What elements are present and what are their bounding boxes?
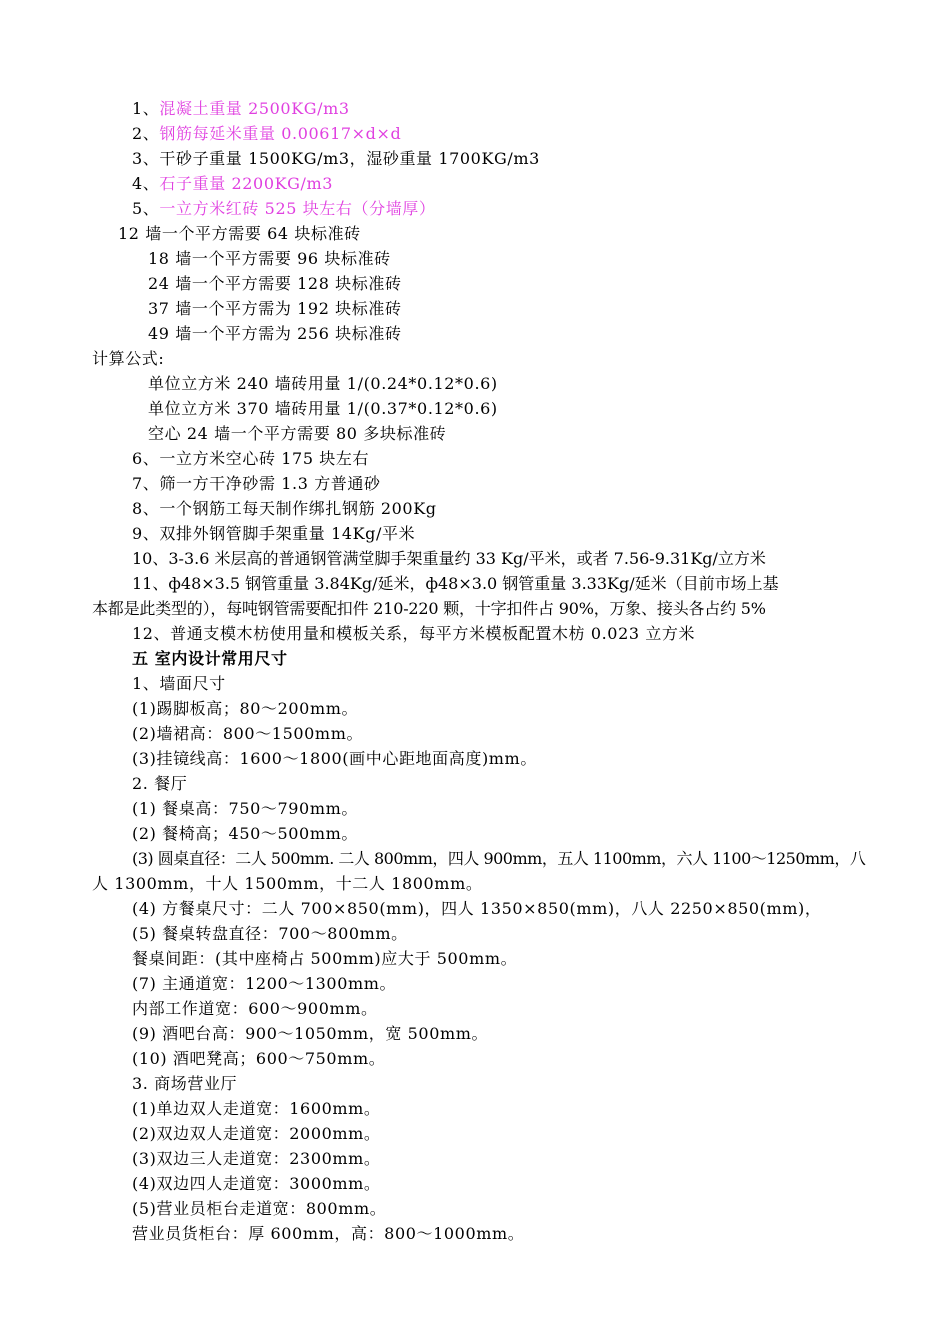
round-table-diameter-continued: 人 1300mm，十人 1500mm，十二人 1800mm。 <box>92 874 483 893</box>
wall-dado: (2)墙裙高：800～1500mm。 <box>132 724 364 743</box>
item-stone-weight <box>132 172 333 196</box>
wall-picture-rail: (3)挂镜线高：1600～1800(画中心距地面高度)mm。 <box>132 749 537 768</box>
square-table-size: (4) 方餐桌尺寸：二人 700×850(mm)，四人 1350×850(mm)，八人 2250×850(mm)， <box>132 899 822 918</box>
formula-240: 单位立方米 240 墙砖用量 1/(0.24*0.12*0.6) <box>148 374 498 393</box>
dining-chair-height: (2) 餐椅高；450～500mm。 <box>132 824 358 843</box>
item-number: 4、 <box>132 174 160 193</box>
wall-12-line: 12 墙一个平方需要 64 块标准砖 <box>118 224 361 243</box>
double-side-two-person-aisle: (2)双边双人走道宽：2000mm。 <box>132 1124 381 1143</box>
item-sand-weight: 3、干砂子重量 1500KG/m3，湿砂重量 1700KG/m3 <box>132 149 540 168</box>
item-steel-pipe: 11、ф48×3.5 钢管重量 3.84Kg/延米，ф48×3.0 钢管重量 3.33Kg/延米（目前市场上基 <box>132 574 779 593</box>
item-hollow-brick: 6、一立方米空心砖 175 块左右 <box>132 449 370 468</box>
wall-18-line: 18 墙一个平方需要 96 块标准砖 <box>148 249 391 268</box>
subsection-store: 3. 商场营业厅 <box>132 1074 238 1093</box>
highlighted-text: 石子重量 2200KG/m3 <box>159 174 334 193</box>
highlighted-text: 一立方米红砖 525 块左右（分墙厚） <box>159 199 436 218</box>
turntable-diameter: (5) 餐桌转盘直径：700～800mm。 <box>132 924 408 943</box>
wall-skirting: (1)踢脚板高；80～200mm。 <box>132 699 359 718</box>
formula-heading: 计算公式: <box>92 349 165 368</box>
main-aisle-width: (7) 主通道宽：1200～1300mm。 <box>132 974 397 993</box>
double-side-four-person-aisle: (4)双边四人走道宽：3000mm。 <box>132 1174 381 1193</box>
clerk-counter-aisle: (5)营业员柜台走道宽：800mm。 <box>132 1199 387 1218</box>
item-concrete-weight <box>132 97 350 121</box>
formula-370: 单位立方米 370 墙砖用量 1/(0.37*0.12*0.6) <box>148 399 498 418</box>
table-spacing: 餐桌间距：(其中座椅占 500mm)应大于 500mm。 <box>132 949 518 968</box>
item-formwork-timber: 12、普通支模木枋使用量和模板关系，每平方米模板配置木枋 0.023 立方米 <box>132 624 696 643</box>
item-full-scaffold: 10、3-3.6 米层高的普通钢管满堂脚手架重量约 33 Kg/平米，或者 7.56-9.31Kg/立方米 <box>132 549 766 568</box>
bar-counter-height: (9) 酒吧台高：900～1050mm，宽 500mm。 <box>132 1024 489 1043</box>
item-rebar-worker: 8、一个钢筋工每天制作绑扎钢筋 200Kg <box>132 499 437 518</box>
bar-stool-height: (10) 酒吧凳高；600～750mm。 <box>132 1049 386 1068</box>
wall-24-line: 24 墙一个平方需要 128 块标准砖 <box>148 274 402 293</box>
item-number: 1、 <box>132 99 160 118</box>
work-aisle-width: 内部工作道宽：600～900mm。 <box>132 999 378 1018</box>
wall-37-line: 37 墙一个平方需为 192 块标准砖 <box>148 299 402 318</box>
item-steel-pipe-continued: 本都是此类型的），每吨钢管需要配扣件 210-220 颗，十字扣件占 90%，万象、接头各占约 5% <box>92 599 766 618</box>
subsection-dining: 2. 餐厅 <box>132 774 188 793</box>
item-number: 5、 <box>132 199 160 218</box>
single-side-two-person-aisle: (1)单边双人走道宽：1600mm。 <box>132 1099 381 1118</box>
subsection-wall: 1、墙面尺寸 <box>132 674 226 693</box>
item-red-brick <box>132 197 436 221</box>
highlighted-text: 钢筋每延米重量 0.00617×d×d <box>159 124 402 143</box>
round-table-diameter: (3) 圆桌直径：二人 500mm. 二人 800mm，四人 900mm，五人 1100mm，六人 1100～1250mm，八 <box>132 849 866 868</box>
wall-49-line: 49 墙一个平方需为 256 块标准砖 <box>148 324 402 343</box>
item-sieve-sand: 7、筛一方干净砂需 1.3 方普通砂 <box>132 474 381 493</box>
double-side-three-person-aisle: (3)双边三人走道宽：2300mm。 <box>132 1149 381 1168</box>
section-heading: 五 室内设计常用尺寸 <box>132 649 288 668</box>
clerk-cabinet-size: 营业员货柜台：厚 600mm，高：800～1000mm。 <box>132 1224 525 1243</box>
dining-table-height: (1) 餐桌高：750～790mm。 <box>132 799 358 818</box>
item-scaffold-weight: 9、双排外钢管脚手架重量 14Kg/平米 <box>132 524 416 543</box>
hollow-24-line: 空心 24 墙一个平方需要 80 多块标准砖 <box>148 424 447 443</box>
highlighted-text: 混凝土重量 2500KG/m3 <box>159 99 350 118</box>
item-rebar-weight <box>132 122 401 146</box>
item-number: 2、 <box>132 124 160 143</box>
